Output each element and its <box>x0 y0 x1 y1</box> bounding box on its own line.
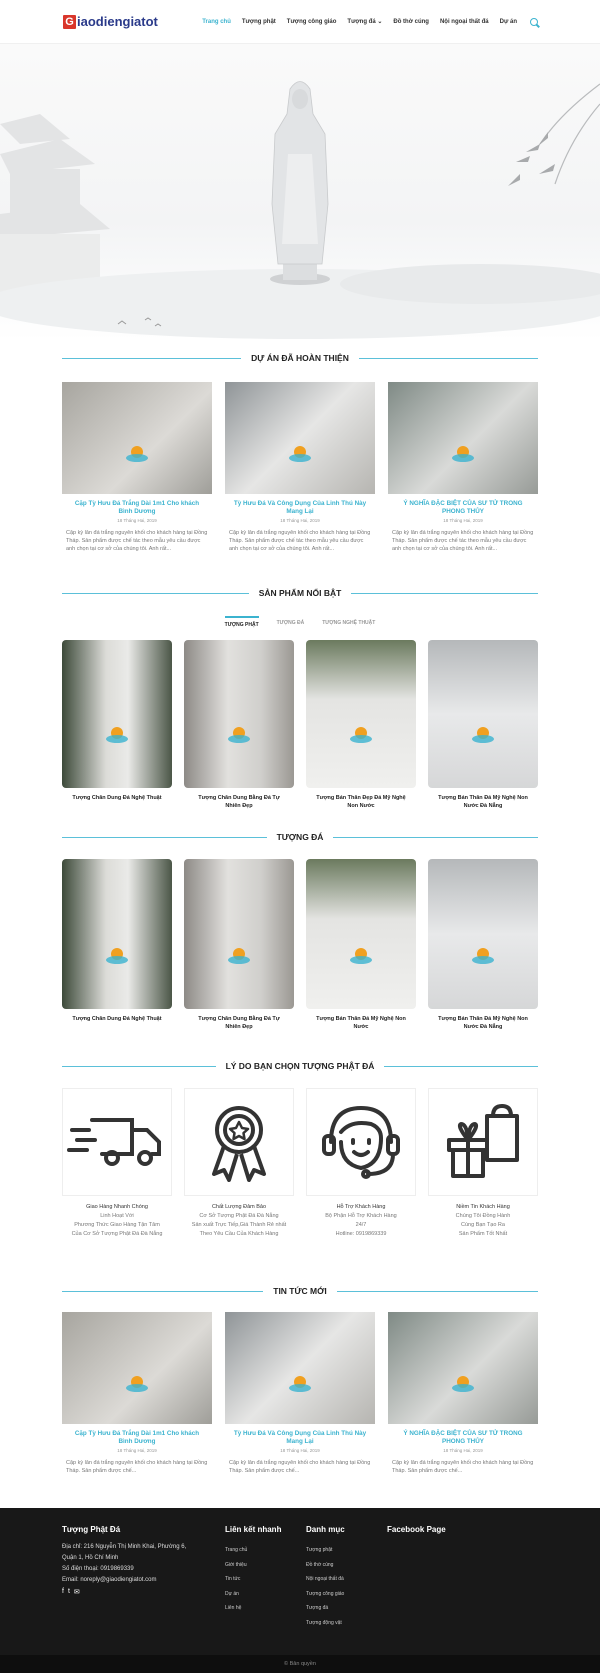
reason-line: 24/7 <box>355 1222 367 1228</box>
footer-link[interactable]: Tin tức <box>225 1576 241 1582</box>
news-date: 18 Tháng Hai, 2019 <box>117 1448 157 1453</box>
watermark-logo <box>228 727 250 745</box>
featured-section <box>0 588 600 628</box>
reason-title: Giao Hàng Nhanh Chóng <box>86 1204 148 1210</box>
reason-line: Của Cơ Sở Tượng Phật Đá Đà Nẵng <box>71 1231 163 1237</box>
news-date: 18 Tháng Hai, 2019 <box>280 1448 320 1453</box>
footer-category-link[interactable]: Tượng công giáo <box>306 1590 345 1597</box>
footer-about <box>62 1525 202 1596</box>
twitter-icon[interactable]: t <box>67 1588 70 1595</box>
nav-catholic-statues[interactable]: Tượng công giáo <box>286 18 337 25</box>
hero-banner <box>0 44 600 341</box>
site-footer <box>0 1508 600 1655</box>
facebook-icon[interactable]: f <box>62 1588 64 1595</box>
product-title[interactable]: Tượng Chân Dung Đá Nghệ Thuật <box>72 1016 162 1022</box>
reason-title: Hỗ Trợ Khách Hàng <box>336 1204 386 1210</box>
footer-link[interactable]: Trang chủ <box>225 1547 248 1553</box>
reason-line: Theo Yêu Cầu Của Khách Hàng <box>199 1231 279 1237</box>
footer-address: Địa chỉ: 216 Nguyễn Thị Minh Khai, Phường 6, Quận 1, Hồ Chí Minh <box>62 1544 187 1561</box>
reason-item <box>62 1088 172 1239</box>
social-links <box>62 1588 202 1596</box>
reason-line: Phương Thức Giao Hàng Tận Tâm <box>74 1222 160 1228</box>
product-card[interactable] <box>306 640 416 810</box>
footer-link[interactable]: Giới thiệu <box>225 1561 247 1568</box>
news-section <box>0 1286 600 1296</box>
reason-item <box>428 1088 538 1239</box>
site-logo[interactable] <box>63 14 158 29</box>
project-card[interactable] <box>388 382 538 553</box>
product-image[interactable] <box>62 640 172 788</box>
stone-section <box>0 832 600 842</box>
reason-line: Cùng Bạn Tạo Ra <box>461 1222 505 1228</box>
product-image[interactable] <box>306 640 416 788</box>
watermark-logo <box>472 727 494 745</box>
mail-icon[interactable]: ✉ <box>73 1589 80 1596</box>
project-title[interactable]: Tỳ Hưu Đá Và Công Dụng Của Linh Thú Này Mang Lại <box>233 500 367 515</box>
product-card[interactable] <box>184 859 294 1031</box>
projects-heading: DỰ ÁN ĐÃ HOÀN THIỆN <box>62 353 538 363</box>
product-card[interactable] <box>428 859 538 1031</box>
watermark-logo <box>228 948 250 966</box>
product-image[interactable] <box>428 640 538 788</box>
reasons-list <box>62 1088 600 1239</box>
product-title[interactable]: Tượng Chân Dung Đá Nghệ Thuật <box>72 795 162 801</box>
news-card[interactable] <box>225 1312 375 1475</box>
logo-text: iaodiengiatot <box>77 14 158 29</box>
watermark-logo <box>472 948 494 966</box>
main-nav <box>202 18 538 26</box>
footer-link[interactable]: Dự án <box>225 1590 239 1597</box>
nav-worship-items[interactable]: Đồ thờ cúng <box>393 18 429 25</box>
watermark-logo <box>126 1376 148 1394</box>
featured-heading: SẢN PHẨM NỔI BẬT <box>62 588 538 598</box>
product-image[interactable] <box>428 859 538 1009</box>
search-icon[interactable] <box>530 18 538 26</box>
featured-list <box>62 640 600 810</box>
headset-icon <box>316 1102 406 1182</box>
watermark-logo <box>350 948 372 966</box>
reason-line: Chúng Tôi Đồng Hành <box>455 1213 511 1219</box>
watermark-logo <box>106 727 128 745</box>
reason-item <box>306 1088 416 1239</box>
reason-line: Sản xuất Trực Tiếp,Giá Thành Rẻ nhất <box>191 1222 287 1228</box>
footer-category-link[interactable]: Tượng đá <box>306 1605 329 1611</box>
watermark-logo <box>452 446 474 464</box>
statue-illustration <box>270 82 330 286</box>
project-excerpt: Cặp kỳ lân đá trắng nguyên khối cho khách hàng tại Đồng Tháp. Sản phẩm được chế tác theo mẫu yêu cầu được anh chọn tại cơ sở của chúng tôi. Anh rất... <box>229 530 371 552</box>
nav-buddha-statues[interactable]: Tượng phật <box>241 18 276 25</box>
news-image[interactable] <box>62 1312 212 1424</box>
product-card[interactable] <box>306 859 416 1031</box>
stone-heading: TƯỢNG ĐÁ <box>62 832 538 842</box>
news-date: 18 Tháng Hai, 2019 <box>443 1448 483 1453</box>
footer-link[interactable]: Liên hệ <box>225 1605 242 1611</box>
reason-line: Bộ Phận Hỗ Trợ Khách Hàng <box>325 1213 397 1219</box>
product-title[interactable]: Tượng Bán Thân Đẹp Đá Mỹ Nghệ Non Nước <box>316 795 406 809</box>
gift-icon <box>443 1102 523 1182</box>
product-title[interactable]: Tượng Chân Dung Bằng Đá Tự Nhiên Đẹp <box>198 795 280 809</box>
project-image[interactable] <box>388 382 538 494</box>
news-image[interactable] <box>388 1312 538 1424</box>
logo-mark: G <box>63 15 76 29</box>
featured-tabs <box>0 616 600 628</box>
project-image[interactable] <box>225 382 375 494</box>
footer-fb-title: Facebook Page <box>387 1525 446 1534</box>
nav-projects[interactable]: Dự án <box>499 18 517 25</box>
footer-facebook <box>387 1525 527 1534</box>
footer-category-link[interactable]: Tượng động vật <box>306 1619 342 1626</box>
product-image[interactable] <box>62 859 172 1009</box>
reasons-heading: LÝ DO BẠN CHỌN TƯỢNG PHẬT ĐÁ <box>62 1061 538 1071</box>
site-header <box>0 0 600 44</box>
footer-categories <box>306 1525 376 1630</box>
reasons-section <box>0 1061 600 1071</box>
product-card[interactable] <box>62 640 172 810</box>
news-title[interactable]: Ý NGHĨA ĐẶC BIỆT CỦA SƯ TỬ TRONG PHONG THỦY <box>403 1430 523 1445</box>
footer-links <box>225 1525 295 1616</box>
footer-category-link[interactable]: Tượng phật <box>306 1547 333 1553</box>
tab-buddha[interactable]: TƯỢNG PHẬT <box>225 616 259 628</box>
reason-line: Linh Hoạt Với <box>100 1213 134 1219</box>
reason-title: Niềm Tin Khách Hàng <box>456 1204 510 1210</box>
product-image[interactable] <box>306 859 416 1009</box>
news-image[interactable] <box>225 1312 375 1424</box>
footer-about-title: Tượng Phật Đá <box>62 1525 121 1534</box>
hero-artwork <box>0 44 600 341</box>
project-excerpt: Cặp kỳ lân đá trắng nguyên khối cho khách hàng tại Đồng Tháp. Sản phẩm được chế tác theo mẫu yêu cầu được anh chọn tại cơ sở của chúng tôi. Anh rất... <box>392 530 534 552</box>
nav-stone-statues[interactable]: Tượng đá ⌄ <box>347 19 383 25</box>
nav-stone-furniture[interactable]: Nội ngoại thất đá <box>439 18 489 25</box>
project-title[interactable]: Cặp Tỳ Hưu Đá Trắng Dài 1m1 Cho khách Bình Dương <box>74 500 200 515</box>
project-date: 18 Tháng Hai, 2019 <box>280 518 320 523</box>
copyright: © Bản quyền <box>0 1655 600 1673</box>
tab-stone[interactable]: TƯỢNG ĐÁ <box>276 620 305 626</box>
news-title[interactable]: Tỳ Hưu Đá Và Công Dụng Của Linh Thú Này Mang Lại <box>233 1430 367 1445</box>
product-card[interactable] <box>62 859 172 1031</box>
watermark-logo <box>350 727 372 745</box>
news-title[interactable]: Cặp Tỳ Hưu Đá Trắng Dài 1m1 Cho khách Bình Dương <box>74 1430 200 1445</box>
projects-list <box>62 382 600 553</box>
footer-email[interactable]: Email: noreply@giaodiengiatot.com <box>62 1577 157 1583</box>
news-excerpt: Cặp kỳ lân đá trắng nguyên khối cho khách hàng tại Đồng Tháp. Sản phẩm được chế... <box>229 1460 371 1474</box>
product-card[interactable] <box>428 640 538 810</box>
footer-cats-title: Danh mục <box>306 1525 345 1534</box>
news-excerpt: Cặp kỳ lân đá trắng nguyên khối cho khách hàng tại Đồng Tháp. Sản phẩm được chế... <box>66 1460 208 1474</box>
product-image[interactable] <box>184 640 294 788</box>
reason-line: Sản Phẩm Tốt Nhất <box>458 1231 508 1237</box>
project-card[interactable] <box>225 382 375 553</box>
nav-home[interactable]: Trang chủ <box>202 18 231 25</box>
project-image[interactable] <box>62 382 212 494</box>
footer-category-link[interactable]: Đồ thờ cúng <box>306 1561 334 1568</box>
news-list <box>62 1312 600 1475</box>
product-title[interactable]: Tượng Bán Thân Đá Mỹ Nghệ Non Nước <box>316 1016 406 1030</box>
product-title[interactable]: Tượng Chân Dung Bằng Đá Tự Nhiên Đẹp <box>198 1016 280 1030</box>
project-card[interactable] <box>62 382 212 553</box>
award-icon <box>204 1102 274 1182</box>
footer-links-title: Liên kết nhanh <box>225 1525 282 1534</box>
product-title[interactable]: Tượng Bán Thân Đá Mỹ Nghệ Non Nước Đà Nẵng <box>438 1016 528 1030</box>
project-date: 18 Tháng Hai, 2019 <box>443 518 483 523</box>
watermark-logo <box>289 446 311 464</box>
stone-list <box>62 859 600 1031</box>
watermark-logo <box>289 1376 311 1394</box>
footer-category-link[interactable]: Nội ngoại thất đá <box>306 1576 344 1582</box>
news-card[interactable] <box>388 1312 538 1475</box>
reason-line: Cơ Sở Tượng Phật Đá Đà Nẵng <box>199 1213 279 1219</box>
truck-icon <box>67 1112 167 1172</box>
projects-section <box>0 353 600 363</box>
watermark-logo <box>126 446 148 464</box>
tab-art[interactable]: TƯỢNG NGHỆ THUẬT <box>322 620 376 626</box>
news-card[interactable] <box>62 1312 212 1475</box>
product-image[interactable] <box>184 859 294 1009</box>
news-excerpt: Cặp kỳ lân đá trắng nguyên khối cho khách hàng tại Đồng Tháp. Sản phẩm được chế... <box>392 1460 534 1474</box>
reason-item <box>184 1088 294 1239</box>
product-title[interactable]: Tượng Bán Thân Đá Mỹ Nghệ Non Nước Đà Nẵng <box>438 795 528 809</box>
watermark-logo <box>106 948 128 966</box>
product-card[interactable] <box>184 640 294 810</box>
footer-phone: Số điện thoại: 0919869339 <box>62 1566 134 1572</box>
project-title[interactable]: Ý NGHĨA ĐẶC BIỆT CỦA SƯ TỬ TRONG PHONG THỦY <box>403 500 523 515</box>
project-date: 18 Tháng Hai, 2019 <box>117 518 157 523</box>
reason-line: Hotline: 0919869339 <box>335 1231 387 1237</box>
news-heading: TIN TỨC MỚI <box>62 1286 538 1296</box>
reason-title: Chất Lượng Đảm Bảo <box>211 1204 267 1210</box>
watermark-logo <box>452 1376 474 1394</box>
project-excerpt: Cặp kỳ lân đá trắng nguyên khối cho khách hàng tại Đồng Tháp. Sản phẩm được chế tác theo mẫu yêu cầu được anh chọn tại cơ sở của chúng tôi. Anh rất... <box>66 530 208 552</box>
